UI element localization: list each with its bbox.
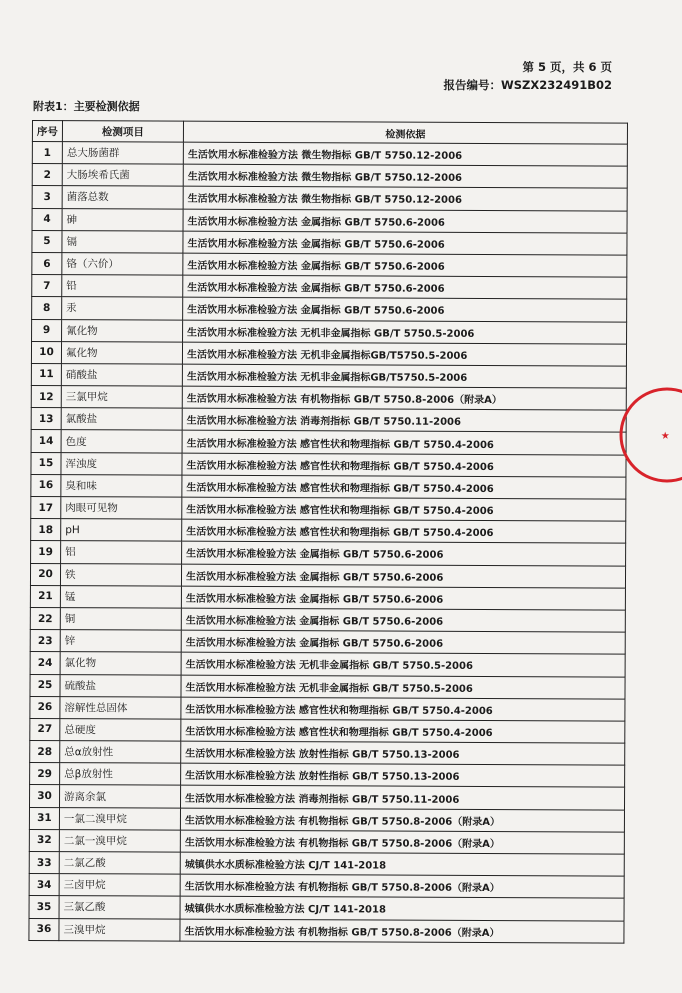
row-basis: 生活饮用水标准检验方法 金属指标 GB/T 5750.6-2006 [182, 542, 626, 566]
company-seal [612, 380, 682, 490]
table-row [29, 896, 624, 921]
row-basis: 生活饮用水标准检验方法 感官性状和物理指标 GB/T 5750.4-2006 [182, 497, 626, 521]
row-number: 29 [30, 763, 60, 785]
row-number: 3 [32, 186, 62, 208]
row-item: 铁 [60, 563, 181, 586]
table-row [30, 674, 625, 699]
detection-basis-table [28, 120, 628, 943]
row-item: 三溴甲烷 [59, 918, 180, 941]
table-row [30, 607, 625, 632]
column-header-basis: 检测依据 [183, 121, 627, 144]
row-item: 总大肠菌群 [62, 142, 183, 165]
row-number: 1 [32, 142, 62, 164]
row-basis: 生活饮用水标准检验方法 无机非金属指标 GB/T 5750.5-2006 [181, 652, 625, 676]
table-row [31, 430, 626, 455]
row-number: 36 [29, 918, 59, 940]
row-item: 铅 [62, 275, 183, 298]
row-number: 15 [31, 452, 61, 474]
table-row [30, 563, 625, 588]
row-number: 23 [30, 630, 60, 652]
row-basis: 生活饮用水标准检验方法 感官性状和物理指标 GB/T 5750.4-2006 [182, 431, 626, 455]
row-basis: 生活饮用水标准检验方法 放射性指标 GB/T 5750.13-2006 [181, 741, 625, 765]
row-number: 34 [29, 874, 59, 896]
row-item: 锌 [60, 630, 181, 653]
row-number: 5 [32, 230, 62, 252]
row-item: 游离余氯 [60, 785, 181, 808]
table-row [31, 341, 626, 366]
row-item: 总硬度 [60, 719, 181, 742]
row-basis: 生活饮用水标准检验方法 有机物指标 GB/T 5750.8-2006（附录A） [180, 874, 624, 898]
row-number: 17 [31, 496, 61, 518]
row-item: pH [61, 519, 182, 542]
table-row [29, 829, 624, 854]
row-number: 22 [30, 607, 60, 629]
row-item: 氟化物 [61, 341, 182, 364]
table-row [32, 164, 627, 189]
row-number: 8 [32, 297, 62, 319]
row-item: 镉 [62, 230, 183, 253]
row-number: 14 [31, 430, 61, 452]
row-basis: 城镇供水水质标准检验方法 CJ/T 141-2018 [180, 897, 624, 921]
table-row [30, 718, 625, 743]
row-basis: 城镇供水水质标准检验方法 CJ/T 141-2018 [180, 852, 624, 876]
table-row [30, 741, 625, 766]
row-item: 砷 [62, 208, 183, 231]
row-basis: 生活饮用水标准检验方法 有机物指标 GB/T 5750.8-2006（附录A） [180, 830, 624, 854]
row-number: 13 [31, 408, 61, 430]
row-item: 大肠埃希氏菌 [62, 164, 183, 187]
table-row [31, 496, 626, 521]
table-row [31, 474, 626, 499]
row-basis: 生活饮用水标准检验方法 金属指标 GB/T 5750.6-2006 [183, 253, 627, 277]
row-number: 18 [31, 519, 61, 541]
row-item: 三卤甲烷 [59, 874, 180, 897]
row-item: 氯化物 [60, 652, 181, 675]
row-basis: 生活饮用水标准检验方法 放射性指标 GB/T 5750.13-2006 [181, 763, 625, 787]
table-body [29, 142, 627, 943]
row-item: 色度 [61, 430, 182, 453]
row-item: 二氯乙酸 [59, 852, 180, 875]
row-basis: 生活饮用水标准检验方法 感官性状和物理指标 GB/T 5750.4-2006 [181, 697, 625, 721]
row-item: 三氯甲烷 [61, 386, 182, 409]
table-row [32, 319, 627, 344]
row-number: 32 [29, 829, 59, 851]
row-item: 溶解性总固体 [60, 696, 181, 719]
row-number: 7 [32, 275, 62, 297]
row-number: 26 [30, 696, 60, 718]
row-number: 31 [29, 807, 59, 829]
table-row [32, 208, 627, 233]
row-number: 25 [30, 674, 60, 696]
row-item: 铝 [61, 541, 182, 564]
row-number: 33 [29, 851, 59, 873]
table-row [31, 408, 626, 433]
page-number: 第 5 页，共 6 页 [522, 60, 612, 74]
table-row [32, 186, 627, 211]
row-number: 30 [30, 785, 60, 807]
row-number: 12 [31, 386, 61, 408]
row-number: 10 [31, 341, 61, 363]
row-number: 11 [31, 363, 61, 385]
row-number: 6 [32, 252, 62, 274]
row-basis: 生活饮用水标准检验方法 无机非金属指标GB/T5750.5-2006 [182, 364, 626, 388]
row-number: 16 [31, 474, 61, 496]
row-basis: 生活饮用水标准检验方法 感官性状和物理指标 GB/T 5750.4-2006 [182, 519, 626, 543]
column-header-number: 序号 [32, 121, 62, 142]
table-row [30, 785, 625, 810]
table-row [30, 630, 625, 655]
row-number: 24 [30, 652, 60, 674]
row-basis: 生活饮用水标准检验方法 有机物指标 GB/T 5750.8-2006（附录A） [182, 386, 626, 410]
row-basis: 生活饮用水标准检验方法 有机物指标 GB/T 5750.8-2006（附录A） [180, 919, 624, 943]
row-number: 35 [29, 896, 59, 918]
table-row [29, 851, 624, 876]
table-row [32, 230, 627, 255]
appendix-title: 附表1：主要检测依据 [33, 100, 140, 113]
table-row [31, 386, 626, 411]
table-row [30, 696, 625, 721]
row-basis: 生活饮用水标准检验方法 微生物指标 GB/T 5750.12-2006 [183, 142, 627, 166]
row-item: 铬（六价） [62, 253, 183, 276]
table-row [31, 363, 626, 388]
row-item: 肉眼可见物 [61, 497, 182, 520]
table-row [29, 807, 624, 832]
row-item: 氰化物 [62, 319, 183, 342]
row-item: 浑浊度 [61, 452, 182, 475]
column-header-item: 检测项目 [62, 121, 183, 143]
table-row [31, 452, 626, 477]
table-row [32, 275, 627, 300]
row-item: 总α放射性 [60, 741, 181, 764]
table-row [32, 297, 627, 322]
row-basis: 生活饮用水标准检验方法 金属指标 GB/T 5750.6-2006 [183, 275, 627, 299]
page-header [444, 58, 612, 94]
row-number: 9 [32, 319, 62, 341]
table-row [29, 918, 624, 943]
row-basis: 生活饮用水标准检验方法 金属指标 GB/T 5750.6-2006 [181, 586, 625, 610]
seal-ring [621, 389, 682, 481]
row-number: 28 [30, 741, 60, 763]
row-number: 19 [31, 541, 61, 563]
seal-text: ★ [657, 429, 672, 442]
row-basis: 生活饮用水标准检验方法 感官性状和物理指标 GB/T 5750.4-2006 [181, 719, 625, 743]
row-basis: 生活饮用水标准检验方法 金属指标 GB/T 5750.6-2006 [181, 608, 625, 632]
table-row [29, 874, 624, 899]
table-row [31, 519, 626, 544]
row-basis: 生活饮用水标准检验方法 微生物指标 GB/T 5750.12-2006 [183, 164, 627, 188]
row-basis: 生活饮用水标准检验方法 消毒剂指标 GB/T 5750.11-2006 [181, 786, 625, 810]
row-basis: 生活饮用水标准检验方法 无机非金属指标GB/T5750.5-2006 [182, 342, 626, 366]
row-item: 总β放射性 [60, 763, 181, 786]
row-basis: 生活饮用水标准检验方法 金属指标 GB/T 5750.6-2006 [183, 231, 627, 255]
table-row [32, 142, 627, 167]
row-item: 硝酸盐 [61, 364, 182, 387]
row-item: 三氯乙酸 [59, 896, 180, 919]
row-item: 锰 [60, 585, 181, 608]
row-item: 氯酸盐 [61, 408, 182, 431]
row-item: 硫酸盐 [60, 674, 181, 697]
row-basis: 生活饮用水标准检验方法 有机物指标 GB/T 5750.8-2006（附录A） [180, 808, 624, 832]
row-number: 27 [30, 718, 60, 740]
row-number: 20 [30, 563, 60, 585]
table-row [30, 585, 625, 610]
row-item: 铜 [60, 608, 181, 631]
table-row [32, 252, 627, 277]
row-basis: 生活饮用水标准检验方法 金属指标 GB/T 5750.6-2006 [181, 564, 625, 588]
row-basis: 生活饮用水标准检验方法 金属指标 GB/T 5750.6-2006 [183, 297, 627, 321]
row-basis: 生活饮用水标准检验方法 无机非金属指标 GB/T 5750.5-2006 [183, 320, 627, 344]
row-basis: 生活饮用水标准检验方法 无机非金属指标 GB/T 5750.5-2006 [181, 675, 625, 699]
row-item: 汞 [62, 297, 183, 320]
table-header-row [32, 121, 627, 145]
table-row [30, 652, 625, 677]
row-basis: 生活饮用水标准检验方法 感官性状和物理指标 GB/T 5750.4-2006 [182, 475, 626, 499]
row-item: 菌落总数 [62, 186, 183, 209]
row-basis: 生活饮用水标准检验方法 金属指标 GB/T 5750.6-2006 [181, 630, 625, 654]
row-item: 二氯一溴甲烷 [59, 829, 180, 852]
table-row [30, 763, 625, 788]
table-row [31, 541, 626, 566]
row-basis: 生活饮用水标准检验方法 消毒剂指标 GB/T 5750.11-2006 [182, 408, 626, 432]
row-number: 4 [32, 208, 62, 230]
row-basis: 生活饮用水标准检验方法 金属指标 GB/T 5750.6-2006 [183, 209, 627, 233]
report-number: 报告编号：WSZX232491B02 [443, 78, 612, 92]
row-number: 2 [32, 164, 62, 186]
row-item: 臭和味 [61, 474, 182, 497]
row-basis: 生活饮用水标准检验方法 微生物指标 GB/T 5750.12-2006 [183, 187, 627, 211]
row-number: 21 [30, 585, 60, 607]
row-basis: 生活饮用水标准检验方法 感官性状和物理指标 GB/T 5750.4-2006 [182, 453, 626, 477]
row-item: 一氯二溴甲烷 [59, 807, 180, 830]
